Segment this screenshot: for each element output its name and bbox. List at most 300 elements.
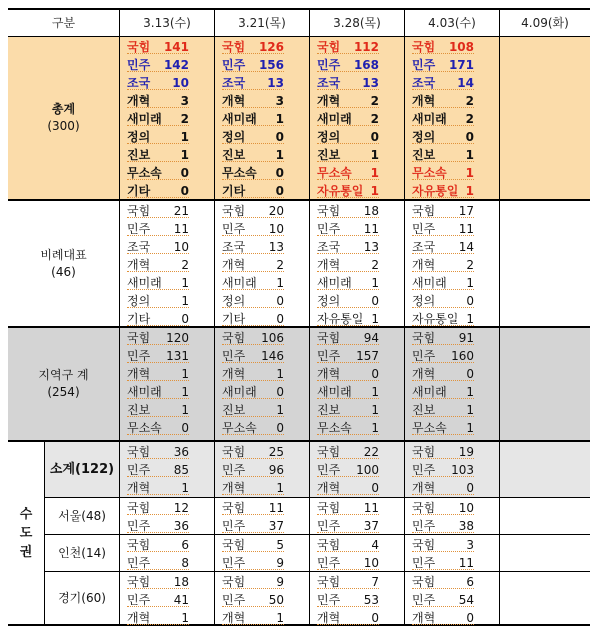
party-seat-entry (222, 238, 284, 256)
party-seat-entry (317, 146, 379, 164)
party-name: 민주 (222, 349, 246, 363)
party-name: 민주 (412, 58, 436, 72)
party-seat-entry (412, 383, 474, 401)
seat-count: 0 (275, 166, 284, 180)
seat-count: 10 (458, 501, 474, 515)
party-seat-entry (412, 220, 474, 238)
party-name: 개혁 (127, 367, 151, 381)
party-seat-entry (222, 573, 284, 591)
party-seat-entry (127, 517, 189, 535)
seat-count: 11 (173, 222, 189, 236)
party-seat-entry (317, 499, 379, 517)
party-seat-entry (317, 479, 379, 497)
seat-count: 18 (363, 204, 379, 218)
seat-count: 2 (276, 258, 284, 272)
party-seat-entry (222, 146, 284, 164)
party-name: 국힘 (317, 331, 341, 345)
seat-count: 1 (371, 385, 379, 399)
seat-count: 1 (371, 403, 379, 417)
party-name: 기타 (222, 312, 246, 326)
party-name: 개혁 (127, 481, 151, 495)
party-seat-entry (412, 365, 474, 383)
section-proportional-label (8, 201, 119, 326)
party-seat-entry (127, 256, 189, 274)
party-name: 새미래 (317, 385, 352, 399)
party-name: 조국 (317, 76, 341, 90)
party-seat-entry (412, 591, 474, 609)
party-seat-entry (412, 347, 474, 365)
party-name: 민주 (317, 556, 341, 570)
party-name: 민주 (317, 58, 341, 72)
date-column-2 (214, 37, 309, 199)
party-name: 국힘 (412, 40, 436, 54)
party-name: 민주 (127, 556, 151, 570)
party-name: 민주 (317, 519, 341, 533)
seat-count: 1 (180, 148, 189, 162)
party-seat-entry (412, 274, 474, 292)
date-column-3 (309, 572, 404, 624)
party-name: 국힘 (412, 445, 436, 459)
party-name: 새미래 (317, 112, 352, 126)
party-seat-entry (317, 591, 379, 609)
party-seat-entry (127, 365, 189, 383)
seat-count: 2 (180, 112, 189, 126)
date-column-1 (119, 442, 214, 497)
party-seat-entry (412, 329, 474, 347)
seat-count: 54 (458, 593, 474, 607)
party-seat-entry (127, 182, 189, 200)
party-seat-entry (412, 182, 474, 200)
party-name: 국힘 (317, 204, 341, 218)
party-seat-entry (317, 238, 379, 256)
seat-count: 10 (172, 76, 189, 90)
party-name: 민주 (127, 222, 151, 236)
seat-count: 5 (276, 538, 284, 552)
seat-count: 13 (362, 76, 379, 90)
party-name: 민주 (222, 463, 246, 477)
party-name: 개혁 (222, 258, 246, 272)
party-name: 진보 (222, 148, 246, 162)
capital-title-char-2: 도 (19, 525, 33, 541)
party-seat-entry (127, 347, 189, 365)
party-seat-entry (412, 146, 474, 164)
party-name: 무소속 (127, 421, 162, 435)
seat-count: 1 (181, 611, 189, 625)
party-seat-entry (127, 609, 189, 627)
party-seat-entry (127, 591, 189, 609)
party-seat-entry (222, 256, 284, 274)
date-column-2 (214, 572, 309, 624)
seat-count: 160 (451, 349, 474, 363)
seat-count: 171 (448, 58, 474, 72)
party-seat-entry (317, 74, 379, 92)
date-column-3 (309, 535, 404, 571)
seat-count: 2 (370, 112, 379, 126)
seat-count: 2 (466, 258, 474, 272)
party-seat-entry (127, 329, 189, 347)
party-seat-entry (127, 419, 189, 437)
party-seat-entry (317, 128, 379, 146)
party-name: 국힘 (127, 575, 151, 589)
party-name: 민주 (222, 556, 246, 570)
seat-count: 14 (457, 76, 474, 90)
party-name: 무소속 (317, 421, 352, 435)
party-seat-entry (127, 443, 189, 461)
seat-count: 11 (458, 222, 474, 236)
seat-count: 0 (466, 611, 474, 625)
seat-count: 106 (261, 331, 284, 345)
party-name: 새미래 (412, 385, 447, 399)
seat-count: 1 (181, 385, 189, 399)
party-name: 국힘 (222, 501, 246, 515)
party-seat-entry (317, 365, 379, 383)
seat-count: 25 (268, 445, 284, 459)
party-seat-entry (127, 292, 189, 310)
party-name: 조국 (222, 240, 246, 254)
header-row (8, 8, 590, 37)
header-date-5: 4.09(화) (499, 10, 590, 37)
party-name: 새미래 (222, 385, 257, 399)
seat-count: 22 (363, 445, 379, 459)
capital-incheon-label: 인천(14) (58, 545, 106, 560)
date-column-1 (119, 498, 214, 534)
party-name: 국힘 (317, 575, 341, 589)
party-name: 정의 (317, 294, 341, 308)
seat-count: 1 (371, 276, 379, 290)
seat-count: 4 (371, 538, 379, 552)
party-name: 국힘 (127, 538, 151, 552)
seat-count: 1 (181, 403, 189, 417)
party-seat-entry (127, 536, 189, 554)
seat-count: 1 (181, 276, 189, 290)
seat-count: 10 (268, 222, 284, 236)
seat-count: 1 (370, 184, 379, 198)
seat-count: 19 (458, 445, 474, 459)
seat-count: 1 (275, 148, 284, 162)
seat-count: 1 (276, 367, 284, 381)
party-name: 국힘 (222, 538, 246, 552)
party-name: 정의 (127, 294, 151, 308)
seat-count: 0 (371, 367, 379, 381)
seat-count: 141 (163, 40, 189, 54)
party-seat-entry (317, 110, 379, 128)
seat-count: 120 (166, 331, 189, 345)
party-name: 국힘 (127, 445, 151, 459)
party-name: 기타 (222, 184, 246, 198)
seat-count: 1 (276, 403, 284, 417)
party-name: 무소속 (222, 166, 257, 180)
seat-count: 36 (173, 445, 189, 459)
seat-count: 1 (466, 276, 474, 290)
party-seat-entry (317, 383, 379, 401)
party-name: 개혁 (222, 481, 246, 495)
seat-count: 1 (276, 611, 284, 625)
seat-count: 0 (276, 294, 284, 308)
party-seat-entry (222, 274, 284, 292)
capital-subtotal-row (44, 442, 590, 498)
date-column-5 (499, 201, 590, 326)
party-name: 새미래 (127, 385, 162, 399)
party-name: 진보 (222, 403, 246, 417)
party-seat-entry (127, 274, 189, 292)
seat-count: 17 (458, 204, 474, 218)
seat-count: 3 (180, 94, 189, 108)
seat-count: 1 (180, 130, 189, 144)
party-seat-entry (412, 310, 474, 328)
seat-count: 50 (268, 593, 284, 607)
party-seat-entry (127, 164, 189, 182)
seat-count: 0 (181, 421, 189, 435)
date-column-4 (404, 442, 499, 497)
party-name: 개혁 (127, 258, 151, 272)
party-name: 개혁 (222, 94, 246, 108)
party-name: 진보 (127, 403, 151, 417)
party-seat-entry (222, 182, 284, 200)
party-seat-entry (412, 536, 474, 554)
party-seat-entry (317, 220, 379, 238)
seat-count: 0 (371, 481, 379, 495)
party-seat-entry (222, 292, 284, 310)
party-name: 민주 (222, 58, 246, 72)
party-name: 개혁 (412, 367, 436, 381)
party-seat-entry (317, 292, 379, 310)
party-name: 무소속 (412, 421, 447, 435)
party-name: 민주 (317, 349, 341, 363)
party-seat-entry (222, 479, 284, 497)
seat-count: 1 (276, 481, 284, 495)
seat-count: 126 (258, 40, 284, 54)
seat-count: 2 (371, 258, 379, 272)
seat-count: 103 (451, 463, 474, 477)
seat-count: 1 (466, 421, 474, 435)
party-name: 새미래 (222, 276, 257, 290)
seat-count: 0 (371, 611, 379, 625)
party-name: 민주 (412, 463, 436, 477)
seat-count: 0 (181, 312, 189, 326)
date-column-1 (119, 37, 214, 199)
seat-count: 1 (181, 367, 189, 381)
party-seat-entry (127, 110, 189, 128)
party-seat-entry (317, 310, 379, 328)
date-column-5 (499, 328, 590, 440)
party-seat-entry (412, 554, 474, 572)
seat-count: 11 (363, 222, 379, 236)
party-name: 국힘 (412, 204, 436, 218)
party-seat-entry (412, 256, 474, 274)
party-name: 개혁 (412, 481, 436, 495)
party-seat-entry (222, 461, 284, 479)
seat-count: 168 (353, 58, 379, 72)
party-seat-entry (412, 128, 474, 146)
party-seat-entry (412, 292, 474, 310)
party-name: 새미래 (412, 276, 447, 290)
date-column-2 (214, 535, 309, 571)
date-column-3 (309, 498, 404, 534)
seat-count: 1 (465, 166, 474, 180)
party-seat-entry (222, 419, 284, 437)
party-seat-entry (127, 92, 189, 110)
section-total-label (8, 37, 119, 199)
party-seat-entry (412, 499, 474, 517)
party-name: 조국 (127, 240, 151, 254)
party-name: 개혁 (412, 258, 436, 272)
seat-count: 11 (458, 556, 474, 570)
party-name: 자유통일 (412, 312, 459, 326)
party-seat-entry (412, 401, 474, 419)
capital-region-title (8, 442, 44, 624)
seat-count: 2 (181, 258, 189, 272)
party-seat-entry (127, 74, 189, 92)
party-name: 민주 (127, 593, 151, 607)
seat-count: 37 (268, 519, 284, 533)
seat-count: 1 (370, 148, 379, 162)
seat-count: 0 (180, 166, 189, 180)
party-seat-entry (222, 110, 284, 128)
party-name: 국힘 (317, 501, 341, 515)
party-name: 민주 (412, 349, 436, 363)
section-district-label (8, 328, 119, 440)
party-name: 국힘 (412, 501, 436, 515)
seat-count: 0 (370, 130, 379, 144)
party-seat-entry (412, 573, 474, 591)
party-name: 진보 (412, 403, 436, 417)
party-seat-entry (127, 383, 189, 401)
date-column-3 (309, 442, 404, 497)
header-date-1: 3.13(수) (119, 10, 214, 37)
party-seat-entry (317, 329, 379, 347)
party-name: 자유통일 (317, 312, 364, 326)
date-column-1 (119, 572, 214, 624)
seat-count: 0 (466, 367, 474, 381)
party-name: 국힘 (317, 40, 341, 54)
party-seat-entry (412, 74, 474, 92)
party-name: 개혁 (127, 94, 151, 108)
seat-count: 0 (275, 184, 284, 198)
seat-count: 10 (363, 556, 379, 570)
party-name: 개혁 (222, 611, 246, 625)
party-seat-entry (127, 202, 189, 220)
header-date-2: 3.21(목) (214, 10, 309, 37)
party-seat-entry (317, 182, 379, 200)
party-seat-entry (222, 517, 284, 535)
party-name: 정의 (222, 130, 246, 144)
date-column-1 (119, 535, 214, 571)
party-name: 새미래 (127, 112, 162, 126)
party-seat-entry (127, 554, 189, 572)
party-seat-entry (222, 329, 284, 347)
section-capital-region (8, 442, 590, 626)
party-name: 조국 (412, 240, 436, 254)
party-seat-entry (222, 38, 284, 56)
date-column-4 (404, 572, 499, 624)
party-seat-entry (222, 591, 284, 609)
party-name: 민주 (317, 222, 341, 236)
party-seat-entry (412, 461, 474, 479)
party-name: 민주 (222, 222, 246, 236)
capital-seoul-label: 서울(48) (58, 508, 106, 523)
date-column-2 (214, 201, 309, 326)
seat-count: 12 (173, 501, 189, 515)
party-seat-entry (412, 238, 474, 256)
party-seat-entry (222, 164, 284, 182)
party-seat-entry (222, 347, 284, 365)
party-name: 개혁 (317, 258, 341, 272)
party-seat-entry (412, 609, 474, 627)
party-seat-entry (222, 220, 284, 238)
party-seat-entry (222, 56, 284, 74)
seat-count: 41 (173, 593, 189, 607)
party-name: 국힘 (222, 575, 246, 589)
party-name: 개혁 (222, 367, 246, 381)
section-district-seats: (254) (47, 385, 80, 399)
date-column-5 (499, 442, 590, 497)
seat-count: 10 (173, 240, 189, 254)
seat-count: 9 (276, 556, 284, 570)
seat-count: 1 (465, 184, 474, 198)
party-name: 개혁 (412, 94, 436, 108)
party-name: 조국 (412, 76, 436, 90)
party-seat-entry (317, 92, 379, 110)
seat-count: 7 (371, 575, 379, 589)
section-proportional-seats: (46) (51, 264, 76, 279)
party-seat-entry (317, 56, 379, 74)
seat-count: 1 (370, 166, 379, 180)
section-proportional-title: 비례대표 (40, 247, 87, 262)
party-name: 민주 (127, 349, 151, 363)
seat-count: 157 (356, 349, 379, 363)
party-name: 무소속 (222, 421, 257, 435)
party-name: 자유통일 (412, 184, 459, 198)
party-seat-entry (222, 609, 284, 627)
party-seat-entry (222, 128, 284, 146)
date-column-4 (404, 328, 499, 440)
party-seat-entry (222, 310, 284, 328)
seat-count: 13 (268, 240, 284, 254)
party-name: 국힘 (222, 331, 246, 345)
seat-count: 53 (363, 593, 379, 607)
seat-count: 3 (466, 538, 474, 552)
seat-count: 2 (465, 94, 474, 108)
party-name: 진보 (317, 148, 341, 162)
party-seat-entry (317, 38, 379, 56)
party-name: 진보 (317, 403, 341, 417)
party-name: 국힘 (127, 501, 151, 515)
party-seat-entry (222, 92, 284, 110)
date-column-3 (309, 328, 404, 440)
party-seat-entry (317, 461, 379, 479)
party-seat-entry (317, 554, 379, 572)
seat-count: 112 (353, 40, 379, 54)
party-seat-entry (317, 401, 379, 419)
seat-count: 1 (276, 276, 284, 290)
seat-count: 94 (363, 331, 379, 345)
seat-count: 0 (371, 294, 379, 308)
party-seat-entry (317, 274, 379, 292)
party-name: 민주 (317, 593, 341, 607)
party-seat-entry (222, 365, 284, 383)
seat-count: 11 (268, 501, 284, 515)
party-seat-entry (127, 220, 189, 238)
party-seat-entry (127, 310, 189, 328)
party-seat-entry (222, 554, 284, 572)
seat-count: 0 (276, 385, 284, 399)
seat-count: 1 (181, 481, 189, 495)
seat-count: 8 (181, 556, 189, 570)
party-name: 개혁 (317, 611, 341, 625)
seat-count: 1 (371, 421, 379, 435)
seat-count: 9 (276, 575, 284, 589)
party-seat-entry (317, 164, 379, 182)
